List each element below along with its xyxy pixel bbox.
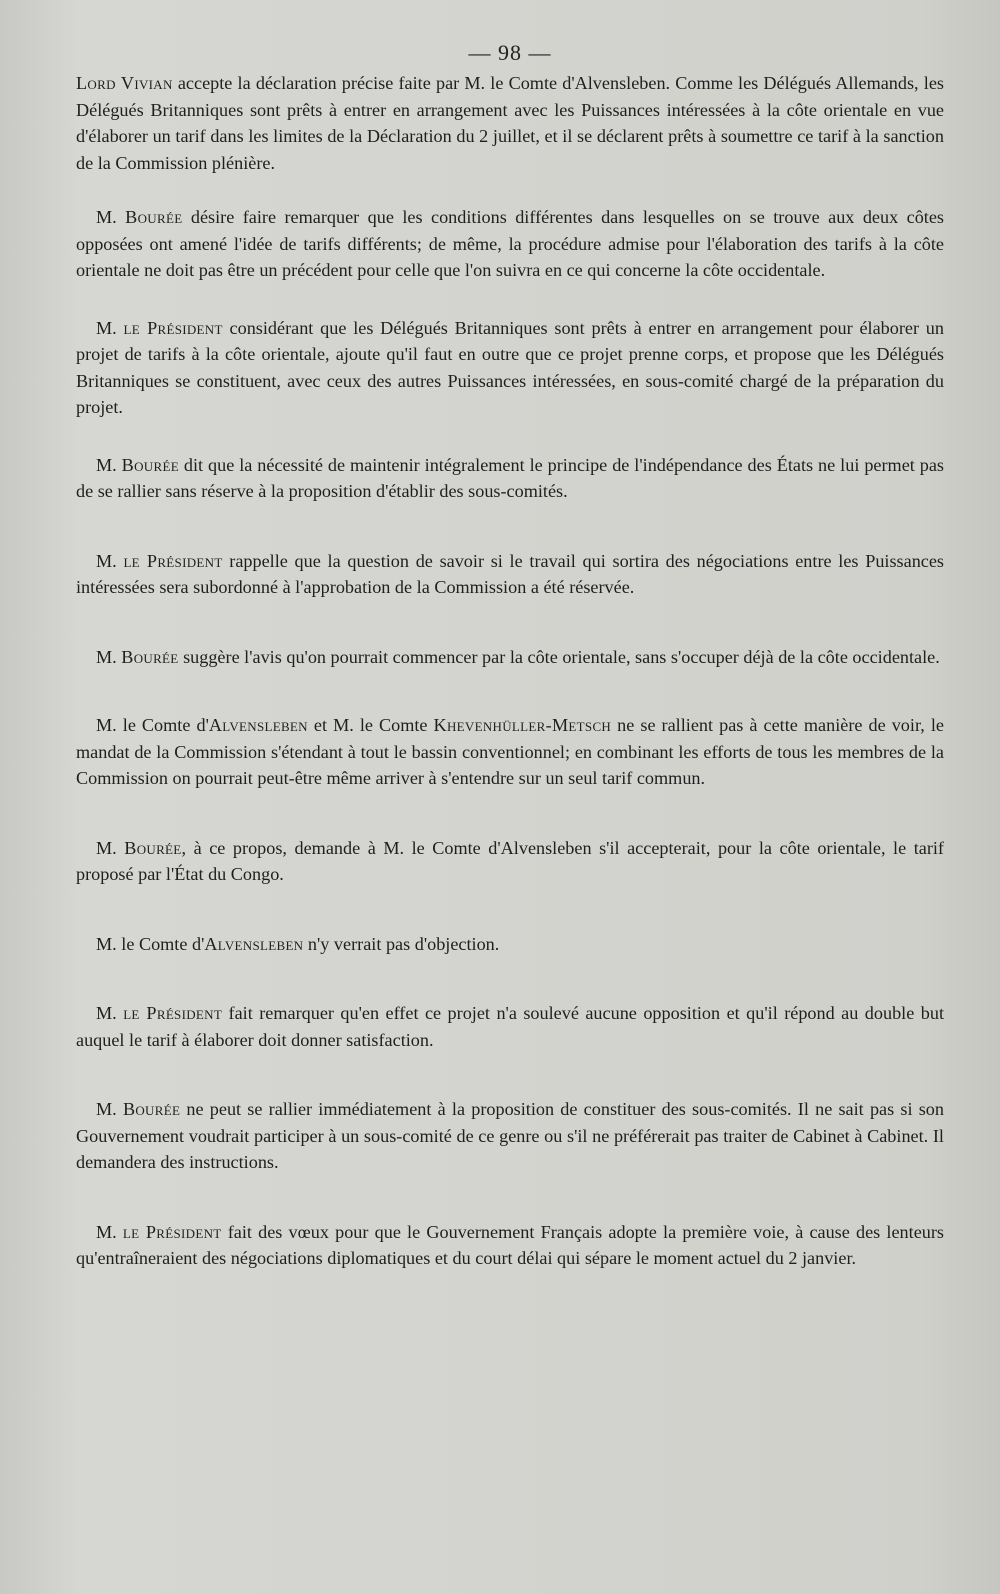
paragraph-7 — [76, 712, 944, 792]
speaker-name: Bourée — [121, 646, 179, 667]
speaker-name: Bourée — [121, 454, 179, 475]
paragraph-text: accepte la déclaration précise faite par M. le Comte d'Alvensleben. Comme les Délégués Allemands, les Délégués Britanniques sont prêts à entrer en arrangement avec les Puissances intéressées à la côte orientale en vue d'élaborer un tarif dans les limites de la Déclaration du 2 juillet, et il se déclarent prêts à soumettre ce tarif à la sanction de la Commission plénière. — [76, 73, 944, 173]
paragraph-text: ne se rallient pas à cette manière de voir, le mandat de la Commission s'étendant à tout le bassin conventionnel; en combinant les efforts de tous les membres de la Commission on pourrait peut-être même arriver à s'entendre sur un seul tarif commun. — [76, 715, 944, 788]
document-page — [76, 40, 944, 1272]
speaker-prefix: M. — [96, 207, 126, 227]
paragraph-12 — [76, 1219, 944, 1272]
paragraph-8 — [76, 835, 944, 888]
paragraph-11 — [76, 1096, 944, 1176]
speaker-prefix: M. — [96, 646, 122, 667]
paragraph-text: , à ce propos, demande à M. le Comte d'Alvensleben s'il accepterait, pour la côte orientale, le tarif proposé par l'État du Congo. — [76, 837, 944, 884]
speaker-name: Alvensleben — [204, 933, 304, 954]
speaker-name: Lord Vivian — [76, 73, 173, 93]
speaker-prefix: M. — [96, 1099, 123, 1119]
speaker-prefix: M. — [96, 454, 122, 475]
speaker-name: le Président — [122, 1221, 222, 1242]
speaker-name: Alvensleben — [208, 715, 308, 735]
speaker-prefix: M. le Comte d' — [96, 715, 209, 735]
speaker-name-2: Khevenhüller-Metsch — [433, 715, 612, 735]
speaker-prefix: M. — [96, 1221, 123, 1242]
paragraph-text: ne peut se rallier immédiatement à la proposition de constituer des sous-comités. Il ne sait pas si son Gouvernement voudrait participer à un sous-comité de ce genre ou s'il ne préférerait pas traiter de Cabinet à Cabinet. Il demandera des instructions. — [76, 1099, 944, 1172]
paragraph-6 — [76, 644, 944, 671]
speaker-prefix: M. — [96, 837, 125, 858]
speaker-name: le Président — [123, 550, 223, 571]
paragraph-text: fait remarquer qu'en effet ce projet n'a soulevé aucune opposition et qu'il répond au double but auquel le tarif à élaborer doit donner satisfaction. — [76, 1003, 944, 1050]
speaker-prefix: M. — [96, 1003, 124, 1023]
speaker-prefix: M. — [96, 317, 124, 338]
speaker-prefix: M. — [96, 550, 124, 571]
paragraph-2 — [76, 204, 944, 284]
speaker-name: Bourée — [122, 1099, 181, 1119]
speaker-connector: et M. le Comte — [307, 715, 434, 735]
paragraph-text: désire faire remarquer que les conditions différentes dans lesquelles on se trouve aux deux côtes opposées ont amené l'idée de tarifs différents; de même, la procédure admise pour l'élaboration des tarifs à la côte orientale ne doit pas être un précédent pour celle que l'on suivra en ce qui concerne la côte occidentale. — [76, 207, 945, 280]
speaker-name: le Président — [123, 317, 223, 338]
paragraph-9 — [76, 931, 944, 958]
paragraph-5 — [76, 548, 944, 601]
paragraph-text: suggère l'avis qu'on pourrait commencer par la côte orientale, sans s'occuper déjà de la côte occidentale. — [178, 646, 940, 667]
paragraph-text: fait des vœux pour que le Gouvernement Français adopte la première voie, à cause des lenteurs qu'entraîneraient des négociations diplomatiques et du court délai qui sépare le moment actuel du 2 janvier. — [76, 1221, 944, 1268]
paragraph-1 — [76, 70, 944, 176]
paragraph-4 — [76, 452, 944, 505]
paragraph-text: rappelle que la question de savoir si le travail qui sortira des négociations entre les Puissances intéressées sera subordonné à l'approbation de la Commission a été réservée. — [76, 550, 945, 597]
speaker-prefix: M. le Comte d' — [96, 933, 205, 954]
speaker-name: le Président — [123, 1003, 223, 1023]
paragraph-3 — [76, 315, 944, 421]
speaker-name: Bourée — [124, 837, 182, 858]
paragraph-text: n'y verrait pas d'objection. — [303, 933, 500, 954]
paragraph-text: considérant que les Délégués Britanniques sont prêts à entrer en arrangement pour élaborer un projet de tarifs à la côte orientale, ajoute qu'il faut en outre que ce projet prenne corps, et propose que les Délégués Britanniques se constituent, avec ceux des autres Puissances intéressées, en sous-comité chargé de la préparation du projet. — [76, 317, 944, 417]
page-number: — 98 — — [468, 40, 552, 65]
speaker-name: Bourée — [125, 207, 183, 227]
paragraph-10 — [76, 1000, 944, 1053]
paragraph-text: dit que la nécessité de maintenir intégralement le principe de l'indépendance des États ne lui permet pas de se rallier sans réserve à la proposition d'établir des sous-comités. — [76, 454, 945, 501]
